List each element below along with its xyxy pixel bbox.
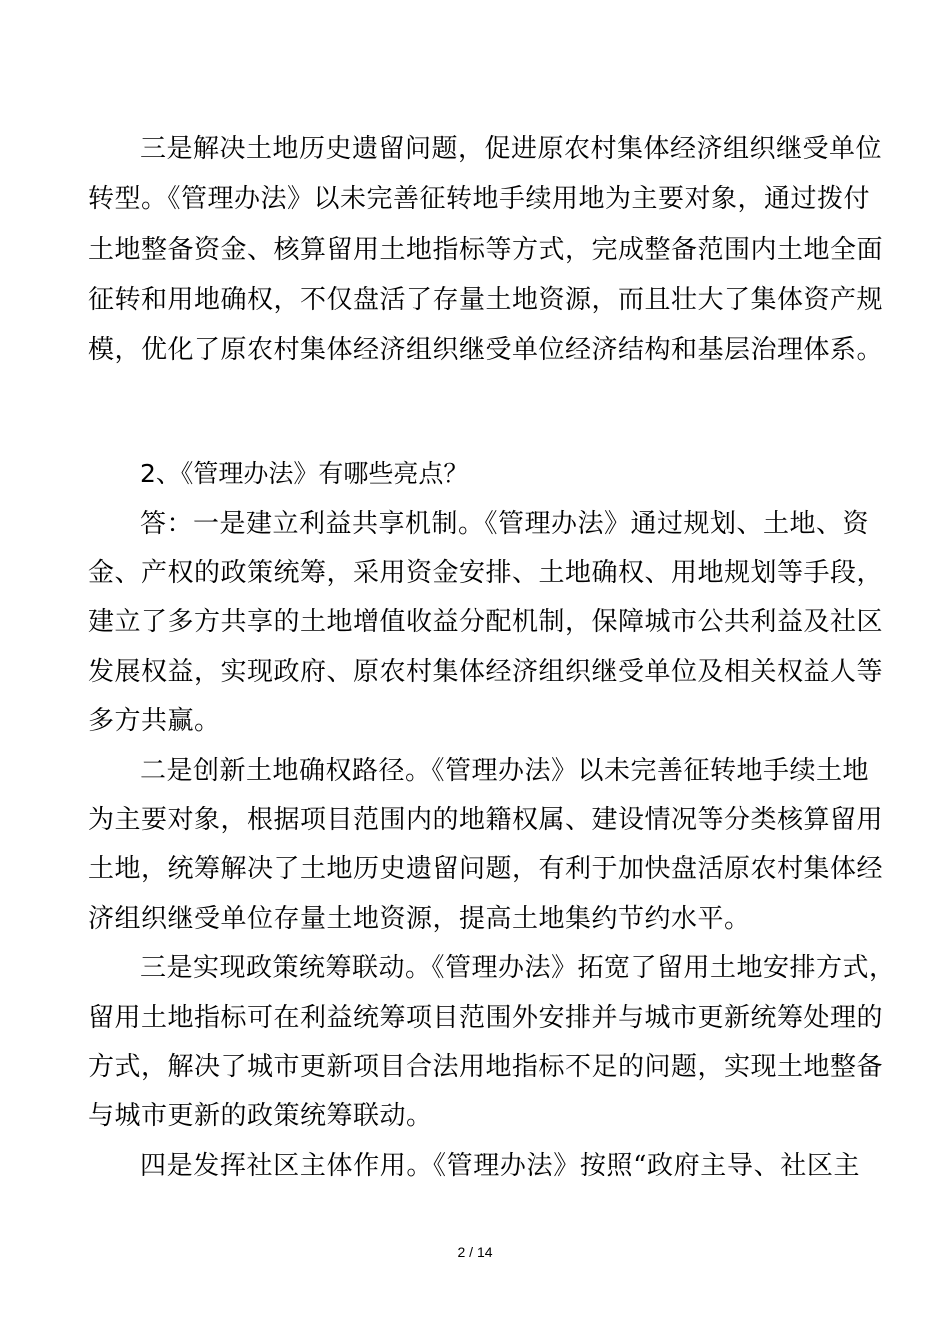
paragraph-line: 土地，统筹解决了土地历史遗留问题，有利于加快盘活原农村集体经 xyxy=(88,854,884,884)
paragraph-line: 四是发挥社区主体作用。《管理办法》按照“政府主导、社区主 xyxy=(140,1151,860,1181)
section-heading: 2、《管理办法》有哪些亮点？ xyxy=(140,459,469,488)
paragraph-line: 征转和用地确权，不仅盘活了存量土地资源，而且壮大了集体资产规 xyxy=(88,285,884,315)
paragraph-line: 发展权益，实现政府、原农村集体经济组织继受单位及相关权益人等 xyxy=(88,657,884,687)
paragraph-line: 留用土地指标可在利益统筹项目范围外安排并与城市更新统筹处理的 xyxy=(88,1003,884,1033)
paragraph-line: 多方共赢。 xyxy=(88,706,221,736)
paragraph-line: 金、产权的政策统筹，采用资金安排、土地确权、用地规划等手段， xyxy=(88,558,884,588)
paragraph-line: 济组织继受单位存量土地资源，提高土地集约节约水平。 xyxy=(88,904,751,934)
paragraph-line: 方式，解决了城市更新项目合法用地指标不足的问题，实现土地整备 xyxy=(88,1052,884,1082)
paragraph-line: 转型。《管理办法》以未完善征转地手续用地为主要对象，通过拨付 xyxy=(88,184,871,214)
paragraph-line: 建立了多方共享的土地增值收益分配机制，保障城市公共利益及社区 xyxy=(88,607,884,637)
page-number: 2 / 14 xyxy=(457,1244,493,1260)
paragraph-line: 模，优化了原农村集体经济组织继受单位经济结构和基层治理体系。 xyxy=(88,335,884,365)
paragraph-line: 二是创新土地确权路径。《管理办法》以未完善征转地手续土地 xyxy=(140,756,870,786)
paragraph-line: 土地整备资金、核算留用土地指标等方式，完成整备范围内土地全面 xyxy=(88,235,884,265)
paragraph-line: 与城市更新的政策统筹联动。 xyxy=(88,1101,433,1131)
paragraph-line: 三是实现政策统筹联动。《管理办法》拓宽了留用土地安排方式， xyxy=(140,953,896,983)
paragraph-line: 为主要对象，根据项目范围内的地籍权属、建设情况等分类核算留用 xyxy=(88,805,884,835)
paragraph-line: 三是解决土地历史遗留问题，促进原农村集体经济组织继受单位 xyxy=(140,134,883,164)
paragraph-line: 答：一是建立利益共享机制。《管理办法》通过规划、土地、资 xyxy=(140,509,870,539)
